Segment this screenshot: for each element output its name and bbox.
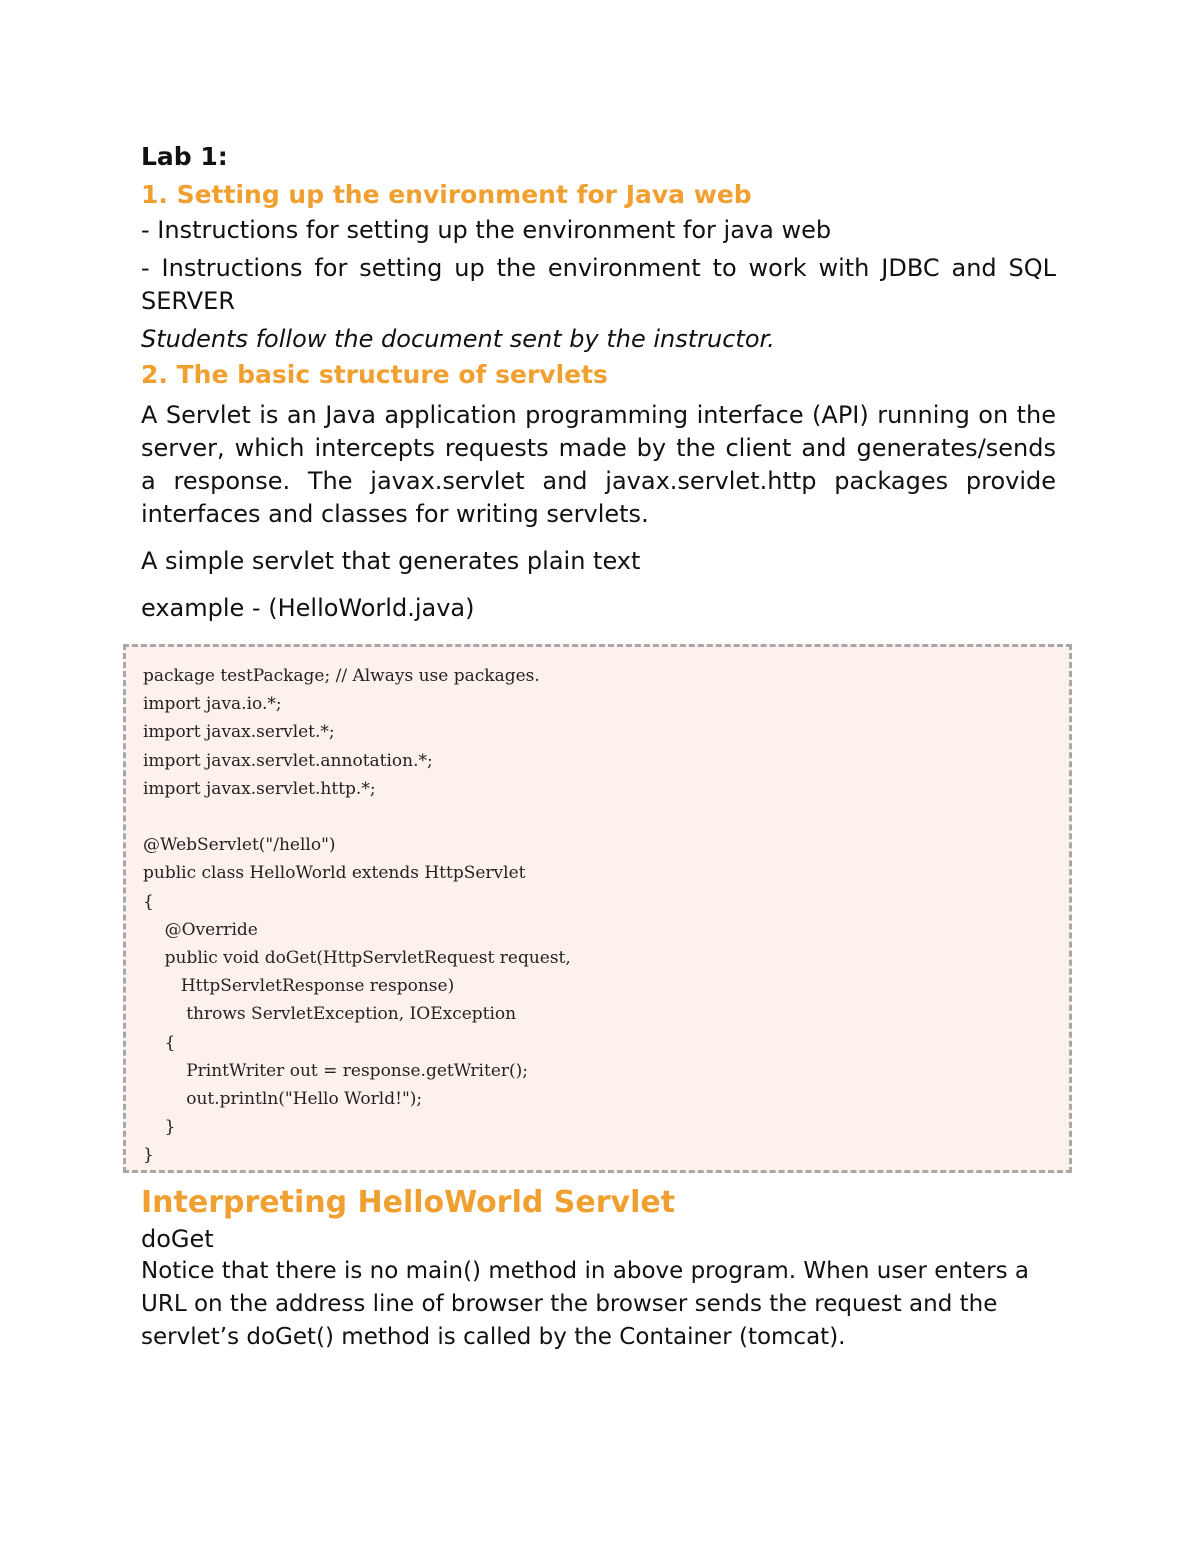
code-line: public class HelloWorld extends HttpServlet	[143, 863, 526, 884]
document-body	[141, 138, 1056, 625]
code-line: HttpServletResponse response)	[143, 976, 455, 997]
code-line: import javax.servlet.*;	[143, 722, 335, 743]
section2-heading: 2. The basic structure of servlets	[141, 360, 608, 389]
code-line: out.println("Hello World!");	[143, 1089, 423, 1110]
code-line: {	[143, 891, 154, 912]
section3-heading: Interpreting HelloWorld Servlet	[141, 1185, 676, 1220]
code-line: import javax.servlet.annotation.*;	[143, 750, 433, 771]
code-line: package testPackage; // Always use packages.	[143, 666, 540, 686]
code-line: @WebServlet("/hello")	[143, 835, 336, 856]
section3-subheading: doGet	[141, 1225, 214, 1253]
code-line: public void doGet(HttpServletRequest request,	[143, 948, 571, 969]
code-line: }	[143, 1117, 176, 1138]
section3-body: Notice that there is no main() method in above program. When user enters a URL on the address line of browser the browser sends the request and the servlet’s doGet() method is called by the Container (tomcat).	[141, 1258, 1029, 1350]
section2-intro: A Servlet is an Java application programming interface (API) running on the server, which intercepts requests made by the client and generates/sends a response. The javax.servlet and javax.servlet.http packages provide interfaces and classes for writing servlets.	[141, 401, 1056, 528]
code-line: {	[143, 1032, 176, 1053]
interpreting-section	[141, 1183, 1056, 1354]
lab-title: Lab 1:	[141, 142, 228, 171]
code-line: @Override	[143, 919, 258, 940]
code-line: }	[143, 1145, 154, 1166]
code-line: import java.io.*;	[143, 694, 282, 715]
section1-bullet-1: - Instructions for setting up the environment for java web	[141, 216, 832, 244]
section1-note: Students follow the document sent by the instructor.	[141, 325, 775, 353]
code-line: throws ServletException, IOException	[143, 1004, 517, 1025]
code-listing	[143, 662, 571, 1170]
section1-bullet-2: - Instructions for setting up the environment to work with JDBC and SQL SERVER	[141, 254, 1056, 315]
code-line: import javax.servlet.http.*;	[143, 778, 376, 799]
code-line: PrintWriter out = response.getWriter();	[143, 1060, 528, 1081]
code-block	[123, 644, 1072, 1173]
section2-line1: A simple servlet that generates plain text	[141, 547, 641, 575]
section1-heading: 1. Setting up the environment for Java web	[141, 180, 752, 209]
section2-line2: example - (HelloWorld.java)	[141, 594, 475, 622]
